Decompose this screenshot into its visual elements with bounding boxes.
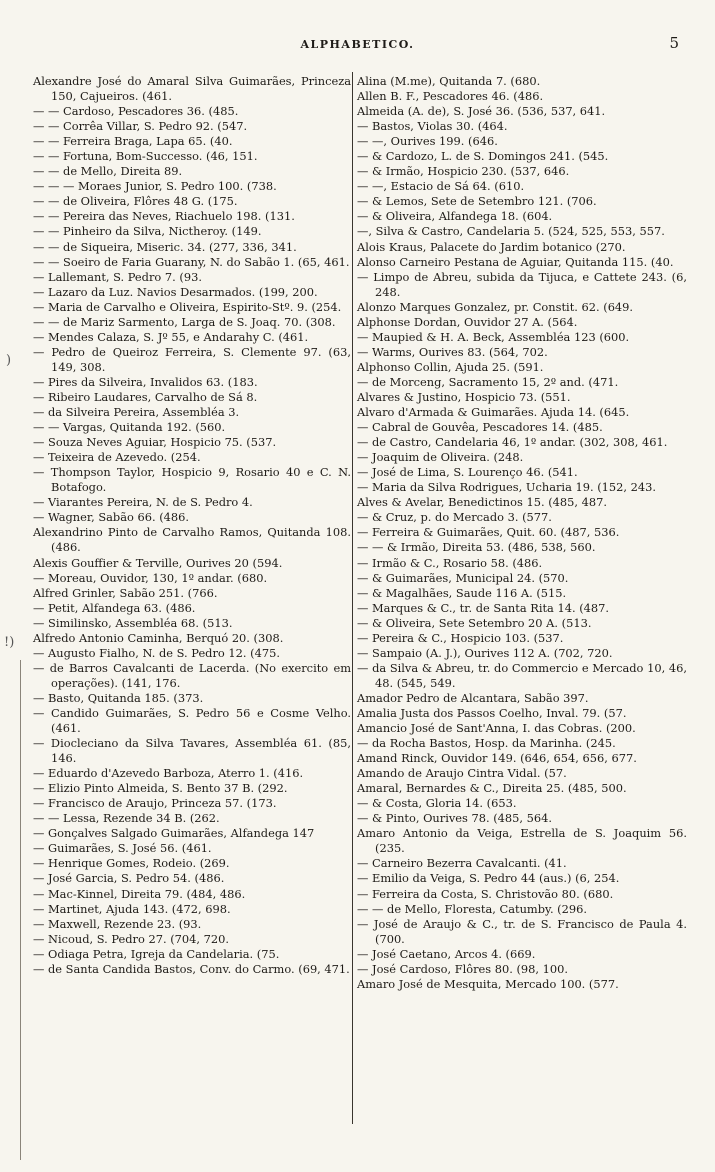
directory-entry: — — de Mello, Direita 89. xyxy=(33,164,183,179)
directory-entry: — Warms, Ourives 83. (564, 702. xyxy=(357,344,548,359)
directory-entry: — José Cardoso, Flôres 80. (98, 100. xyxy=(357,961,569,976)
directory-entry: — — & Irmão, Direita 53. (486, 538, 560. xyxy=(357,540,596,555)
directory-entry: — & Oliveira, Sete Setembro 20 A. (513. xyxy=(357,615,592,630)
directory-entry: Alfredo Antonio Caminha, Berquó 20. (308. xyxy=(33,630,284,645)
directory-entry: — Pereira & C., Hospicio 103. (537. xyxy=(357,630,564,645)
directory-entry: — José Garcia, S. Pedro 54. (486. xyxy=(33,871,225,886)
directory-entry: Alonzo Marques Gonzalez, pr. Constit. 62. (649. xyxy=(357,299,634,314)
directory-entry: — — Corrêa Villar, S. Pedro 92. (547. xyxy=(33,119,248,134)
directory-entry: — Viarantes Pereira, N. de S. Pedro 4. xyxy=(33,495,253,510)
margin-line xyxy=(20,660,21,1160)
directory-entry: — José Caetano, Arcos 4. (669. xyxy=(357,946,536,961)
directory-entry: — Sampaio (A. J.), Ourives 112 A. (702, 720. xyxy=(357,645,613,660)
directory-entry: — Ferreira da Costa, S. Christovão 80. (680. xyxy=(357,886,614,901)
directory-entry: — Maria da Silva Rodrigues, Ucharia 19. (152, 243. xyxy=(357,480,657,495)
directory-entry: — Emilio da Veiga, S. Pedro 44 (aus.) (6, 254. xyxy=(357,871,620,886)
directory-entry: — Odiaga Petra, Igreja da Candelaria. (75. xyxy=(33,946,280,961)
page-title: ALPHABETICO. xyxy=(300,38,415,51)
directory-entry: — da Silveira Pereira, Assembléa 3. xyxy=(33,405,240,420)
directory-entry: — Similinsko, Assembléa 68. (513. xyxy=(33,615,233,630)
directory-entry: — & Costa, Gloria 14. (653. xyxy=(357,796,517,811)
directory-entry: — Joaquim de Oliveira. (248. xyxy=(357,450,524,465)
directory-entry: — Limpo de Abreu, subida da Tijuca, e Cattete 243. (6, 248. xyxy=(357,269,687,299)
directory-entry: — & Magalhães, Saude 116 A. (515. xyxy=(357,585,567,600)
directory-entry: — Martinet, Ajuda 143. (472, 698. xyxy=(33,901,231,916)
directory-entry: — da Rocha Bastos, Hosp. da Marinha. (245. xyxy=(357,736,616,751)
directory-entry: — — — Moraes Junior, S. Pedro 100. (738. xyxy=(33,179,277,194)
directory-entry: Alvaro d'Armada & Guimarães. Ajuda 14. (645. xyxy=(357,405,630,420)
column-divider xyxy=(352,72,353,1124)
directory-entry: — Elizio Pinto Almeida, S. Bento 37 B. (292. xyxy=(33,781,288,796)
directory-entry: Alfred Grinler, Sabão 251. (766. xyxy=(33,585,218,600)
directory-entry: — Diocleciano da Silva Tavares, Assembléa 61. (85, 146. xyxy=(33,736,351,766)
directory-entry: — Moreau, Ouvidor, 130, 1º andar. (680. xyxy=(33,570,268,585)
directory-entry: Alexis Gouffier & Terville, Ourives 20 (594. xyxy=(33,555,283,570)
directory-entry: — Pires da Silveira, Invalidos 63. (183. xyxy=(33,374,258,389)
directory-entry: — — Fortuna, Bom-Successo. (46, 151. xyxy=(33,149,258,164)
directory-entry: — de Barros Cavalcanti de Lacerda. (No exercito em operações). (141, 176. xyxy=(33,660,351,690)
directory-entry: Alvares & Justino, Hospicio 73. (551. xyxy=(357,389,571,404)
directory-entry: Alina (M.me), Quitanda 7. (680. xyxy=(357,74,541,88)
directory-entry: — de Morceng, Sacramento 15, 2º and. (471. xyxy=(357,374,619,389)
directory-entry: — — Soeiro de Faria Guarany, N. do Sabão 1. (65, 461. xyxy=(33,254,350,269)
directory-entry: — — de Mello, Floresta, Catumby. (296. xyxy=(357,901,587,916)
directory-entry: — — Lessa, Rezende 34 B. (262. xyxy=(33,811,220,826)
directory-entry: — Maupied & H. A. Beck, Assembléa 123 (600. xyxy=(357,329,630,344)
directory-entry: — Wagner, Sabão 66. (486. xyxy=(33,510,190,525)
directory-entry: — da Silva & Abreu, tr. do Commercio e Mercado 10, 46, 48. (545, 549. xyxy=(357,660,687,690)
directory-entry: — Ferreira & Guimarães, Quit. 60. (487, 536. xyxy=(357,525,620,540)
directory-entry: — Gonçalves Salgado Guimarães, Alfandega 147 xyxy=(33,826,315,841)
directory-entry: — Mac-Kinnel, Direita 79. (484, 486. xyxy=(33,886,246,901)
directory-entry: — —, Estacio de Sá 64. (610. xyxy=(357,179,525,194)
directory-entry: — — Vargas, Quitanda 192. (560. xyxy=(33,420,226,435)
page-header xyxy=(0,34,715,54)
left-column xyxy=(33,74,351,977)
directory-entry: — & Irmão, Hospicio 230. (537, 646. xyxy=(357,164,570,179)
directory-entry: Alexandre José do Amaral Silva Guimarães, Princeza 150, Cajueiros. (461. xyxy=(33,74,351,104)
directory-entry: — — Pinheiro da Silva, Nictheroy. (149. xyxy=(33,224,262,239)
directory-entry: — — Cardoso, Pescadores 36. (485. xyxy=(33,104,239,119)
directory-entry: — Nicoud, S. Pedro 27. (704, 720. xyxy=(33,931,229,946)
directory-entry: — de Santa Candida Bastos, Conv. do Carmo. (69, 471. xyxy=(33,961,350,976)
directory-entry: — —, Ourives 199. (646. xyxy=(357,134,498,149)
directory-entry: Amand Rinck, Ouvidor 149. (646, 654, 656, 677. xyxy=(357,751,637,766)
directory-entry: — & Guimarães, Municipal 24. (570. xyxy=(357,570,569,585)
directory-entry: — Augusto Fialho, N. de S. Pedro 12. (475. xyxy=(33,645,280,660)
directory-entry: — — de Mariz Sarmento, Larga de S. Joaq. 70. (308. xyxy=(33,314,336,329)
directory-entry: — Maxwell, Rezende 23. (93. xyxy=(33,916,202,931)
directory-entry: Alois Kraus, Palacete do Jardim botanico (270. xyxy=(357,239,626,254)
directory-entry: — Thompson Taylor, Hospicio 9, Rosario 40 e C. N. Botafogo. xyxy=(33,465,351,495)
directory-entry: —, Silva & Castro, Candelaria 5. (524, 525, 553, 557. xyxy=(357,224,665,239)
directory-entry: — Henrique Gomes, Rodeio. (269. xyxy=(33,856,230,871)
directory-entry: — Candido Guimarães, S. Pedro 56 e Cosme Velho. (461. xyxy=(33,705,351,736)
directory-entry: Alonso Carneiro Pestana de Aguiar, Quitanda 115. (40. xyxy=(357,254,674,269)
directory-entry: Amador Pedro de Alcantara, Sabão 397. xyxy=(357,690,589,705)
directory-entry: — Ribeiro Laudares, Carvalho de Sá 8. xyxy=(33,389,258,404)
directory-entry: Amando de Araujo Cintra Vidal. (57. xyxy=(357,766,567,781)
directory-entry: — & Cruz, p. do Mercado 3. (577. xyxy=(357,510,552,525)
directory-entry: Alexandrino Pinto de Carvalho Ramos, Quitanda 108. (486. xyxy=(33,525,351,555)
directory-entry: — Mendes Calaza, S. Jº 55, e Andarahy C. (461. xyxy=(33,329,309,344)
directory-entry: Almeida (A. de), S. José 36. (536, 537, 641. xyxy=(357,104,606,119)
directory-entry: — Guimarães, S. José 56. (461. xyxy=(33,841,212,856)
directory-entry: — — Pereira das Neves, Riachuelo 198. (131. xyxy=(33,209,295,224)
right-column xyxy=(357,74,687,992)
directory-entry: — Lallemant, S. Pedro 7. (93. xyxy=(33,269,202,284)
directory-entry: Alphonse Dordan, Ouvidor 27 A. (564. xyxy=(357,314,578,329)
directory-entry: Alves & Avelar, Benedictinos 15. (485, 487. xyxy=(357,495,607,510)
directory-entry: — Francisco de Araujo, Princeza 57. (173. xyxy=(33,796,277,811)
directory-entry: Amancio José de Sant'Anna, I. das Cobras. (200. xyxy=(357,721,636,736)
margin-mark: !) xyxy=(4,635,15,650)
directory-entry: Allen B. F., Pescadores 46. (486. xyxy=(357,89,544,104)
directory-entry: — Petit, Alfandega 63. (486. xyxy=(33,600,196,615)
directory-entry: — & Oliveira, Alfandega 18. (604. xyxy=(357,209,553,224)
directory-entry: — — de Siqueira, Miseric. 34. (277, 336, 341. xyxy=(33,239,297,254)
directory-entry: — Carneiro Bezerra Cavalcanti. (41. xyxy=(357,856,567,871)
directory-entry: Amaral, Bernardes & C., Direita 25. (485, 500. xyxy=(357,781,627,796)
directory-entry: — Marques & C., tr. de Santa Rita 14. (487. xyxy=(357,600,610,615)
directory-entry: — de Castro, Candelaria 46, 1º andar. (302, 308, 461. xyxy=(357,435,668,450)
directory-entry: — Lazaro da Luz. Navios Desarmados. (199, 200. xyxy=(33,284,318,299)
directory-entry: Amaro Antonio da Veiga, Estrella de S. Joaquim 56. (235. xyxy=(357,826,687,856)
directory-entry: — & Lemos, Sete de Setembro 121. (706. xyxy=(357,194,597,209)
directory-entry: — Basto, Quitanda 185. (373. xyxy=(33,690,204,705)
directory-entry: — Maria de Carvalho e Oliveira, Espirito-Stº. 9. (254. xyxy=(33,299,342,314)
directory-entry: — Teixeira de Azevedo. (254. xyxy=(33,450,201,465)
directory-entry: Amaro José de Mesquita, Mercado 100. (577. xyxy=(357,976,619,991)
directory-entry: Amalia Justa dos Passos Coelho, Inval. 79. (57. xyxy=(357,705,627,720)
directory-entry: — Eduardo d'Azevedo Barboza, Aterro 1. (416. xyxy=(33,766,304,781)
directory-entry: — Bastos, Violas 30. (464. xyxy=(357,119,508,134)
directory-entry: — José de Lima, S. Lourenço 46. (541. xyxy=(357,465,578,480)
page-number: 5 xyxy=(669,34,679,52)
directory-entry: — & Pinto, Ourives 78. (485, 564. xyxy=(357,811,553,826)
margin-mark: ) xyxy=(6,353,12,368)
directory-entry: — Cabral de Gouvêa, Pescadores 14. (485. xyxy=(357,420,603,435)
directory-entry: — Souza Neves Aguiar, Hospicio 75. (537. xyxy=(33,435,277,450)
directory-entry: — José de Araujo & C., tr. de S. Francisco de Paula 4. (700. xyxy=(357,916,687,946)
directory-entry: — — de Oliveira, Flôres 48 G. (175. xyxy=(33,194,238,209)
directory-entry: Alphonso Collin, Ajuda 25. (591. xyxy=(357,359,544,374)
directory-entry: — Irmão & C., Rosario 58. (486. xyxy=(357,555,543,570)
directory-entry: — & Cardozo, L. de S. Domingos 241. (545. xyxy=(357,149,609,164)
directory-entry: — — Ferreira Braga, Lapa 65. (40. xyxy=(33,134,233,149)
directory-entry: — Pedro de Queiroz Ferreira, S. Clemente 97. (63, 149, 308. xyxy=(33,344,351,374)
